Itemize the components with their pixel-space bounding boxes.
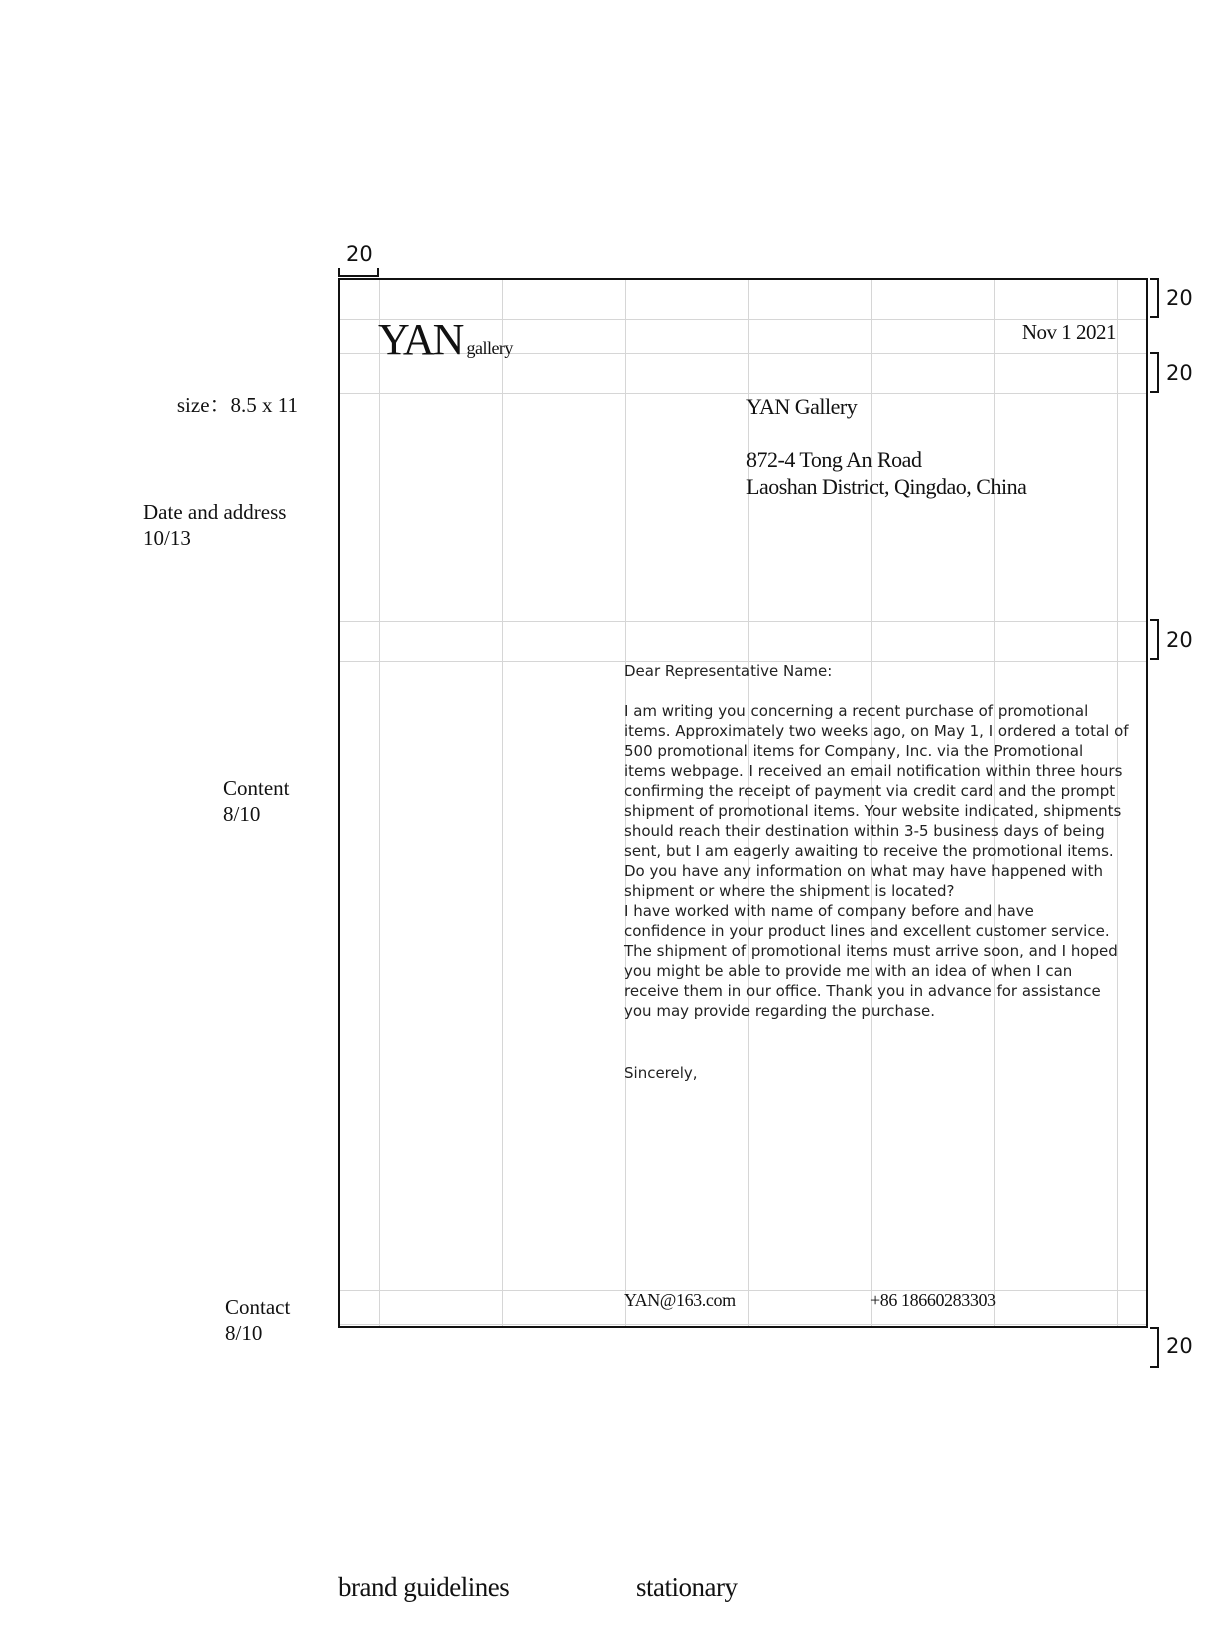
address-line-1: 872-4 Tong An Road xyxy=(746,447,922,472)
contact-ratio: 8/10 xyxy=(225,1321,263,1345)
right-bracket-top xyxy=(1150,278,1159,318)
right-bracket-content xyxy=(1150,619,1159,660)
recipient-name: YAN Gallery xyxy=(746,394,858,419)
grid-col-line xyxy=(379,280,380,1326)
letter-closing: Sincerely, xyxy=(624,1064,698,1082)
size-label: size：8.5 x 11 xyxy=(176,393,298,417)
logo-subtitle: gallery xyxy=(466,338,513,358)
recipient-address xyxy=(746,393,1026,500)
date-address-annotation xyxy=(143,499,286,551)
right-measure-header: 20 xyxy=(1166,361,1193,385)
letter-date: Nov 1 2021 xyxy=(1021,320,1116,344)
top-margin-bracket xyxy=(338,268,379,277)
content-annotation xyxy=(223,775,290,827)
address-line-2: Laoshan District, Qingdao, China xyxy=(746,474,1027,499)
contact-label: Contact xyxy=(225,1295,291,1319)
right-bracket-bottom xyxy=(1150,1327,1159,1368)
content-ratio: 8/10 xyxy=(223,802,261,826)
content-label: Content xyxy=(223,776,290,800)
grid-col-line xyxy=(502,280,503,1326)
right-measure-content: 20 xyxy=(1166,628,1193,652)
footer-brand-guidelines: brand guidelines xyxy=(338,1572,510,1602)
contact-email: YAN@163.com xyxy=(624,1290,736,1310)
top-margin-measure: 20 xyxy=(346,242,373,266)
footer-stationary: stationary xyxy=(636,1572,738,1602)
date-address-label: Date and address xyxy=(143,500,287,524)
contact-annotation xyxy=(225,1294,290,1346)
letter-body: I am writing you concerning a recent purchase of promotional items. Approximately two weeks ago, on May 1, I ordered a total of 500 promotional items for Company, Inc. via the Promotional items webpage. I received an email notification within three hours confirming the receipt of payment via credit card and the prompt shipment of promotional items. Your website indicated, shipments should reach their destination within 3-5 business days of being sent, but I am eagerly awaiting to receive the promotional items. Do you have any information on what may have happened with shipment or where the shipment is located? I have worked with name of company before and have confidence in your product lines and excellent customer service. The shipment of promotional items must arrive soon, and I hoped you might be able to provide me with an idea of when I can receive them in our office. Thank you in advance for assistance you may provide regarding the purchase. xyxy=(624,702,1129,1020)
right-measure-bottom: 20 xyxy=(1166,1334,1193,1358)
letter-salutation: Dear Representative Name: xyxy=(624,662,833,680)
logo-wordmark: YAN xyxy=(378,315,463,364)
right-measure-top: 20 xyxy=(1166,286,1193,310)
date-address-ratio: 10/13 xyxy=(143,526,191,550)
contact-phone: +86 18660283303 xyxy=(870,1290,996,1310)
grid-row-line xyxy=(340,1290,1146,1291)
right-bracket-header xyxy=(1150,352,1159,393)
grid-row-line xyxy=(340,621,1146,622)
brand-logo xyxy=(378,315,513,364)
grid-row-line xyxy=(340,1324,1146,1325)
